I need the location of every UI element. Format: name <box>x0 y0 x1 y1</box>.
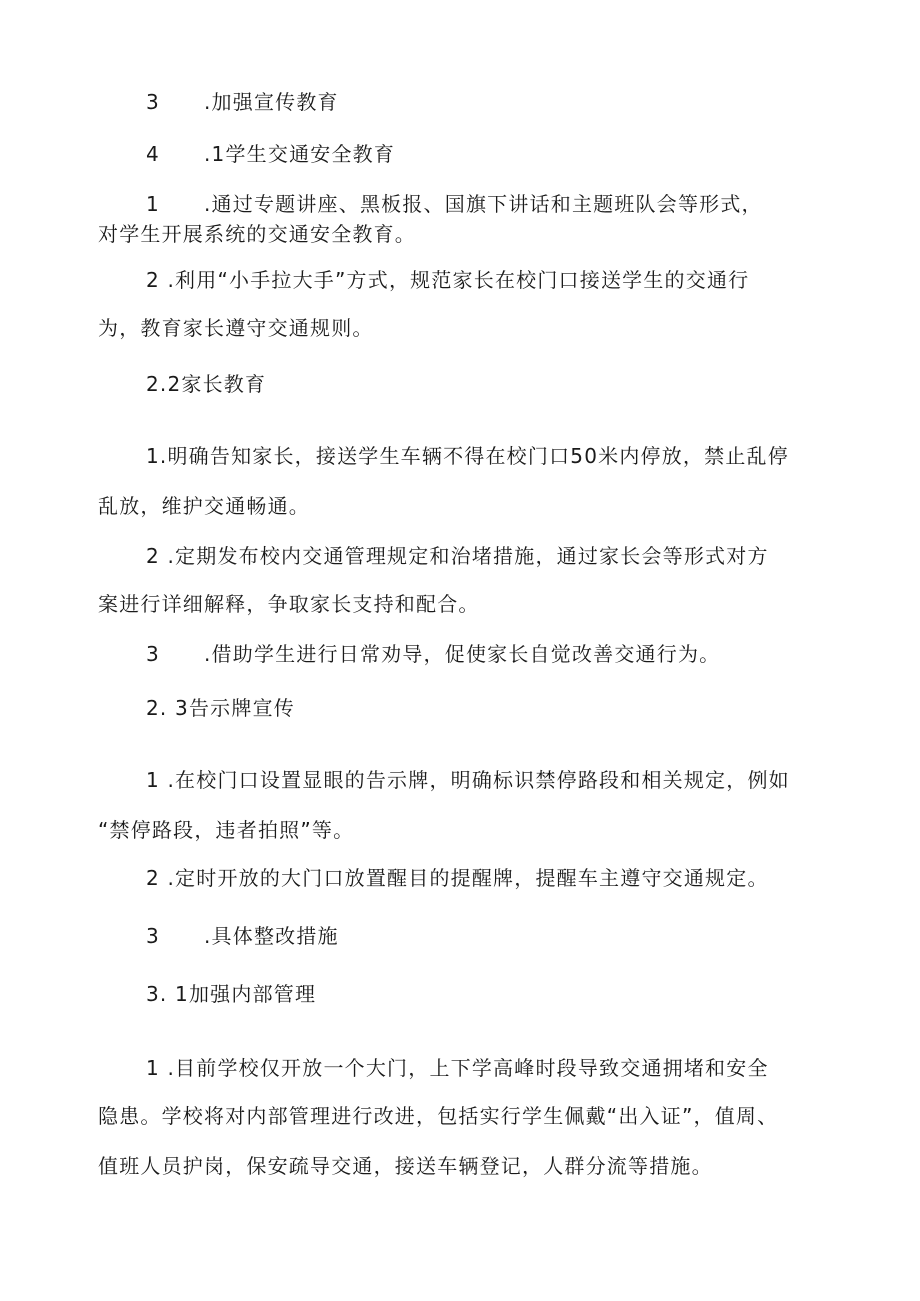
paragraph-line: 案进行详细解释，争取家长支持和配合。 <box>98 592 480 616</box>
paragraph-line <box>146 190 763 218</box>
heading-text: .加强宣传教育 <box>204 90 339 114</box>
paragraph-text: .借助学生进行日常劝导，促使家长自觉改善交通行为。 <box>204 642 721 666</box>
heading-text: .具体整改措施 <box>204 924 339 948</box>
paragraph-text: .通过专题讲座、黑板报、国旗下讲话和主题班队会等形式， <box>204 192 763 216</box>
item-number: 1 <box>146 192 160 216</box>
heading-2-2: 2.2家长教育 <box>146 372 267 396</box>
heading-number: 4 <box>146 142 160 166</box>
paragraph-line: 1 .目前学校仅开放一个大门，上下学高峰时段导致交通拥堵和安全 <box>146 1056 769 1080</box>
paragraph-line: 值班人员护岗，保安疏导交通，接送车辆登记，人群分流等措施。 <box>98 1154 713 1178</box>
paragraph-line: 2 .定期发布校内交通管理规定和治堵措施，通过家长会等形式对方 <box>146 544 769 568</box>
item-number: 3 <box>146 642 160 666</box>
heading-3 <box>146 88 339 116</box>
paragraph-line: 为，教育家长遵守交通规则。 <box>98 316 374 340</box>
heading-4-1 <box>146 140 395 168</box>
paragraph-line: 1.明确告知家长，接送学生车辆不得在校门口50米内停放，禁止乱停 <box>146 444 789 468</box>
paragraph-line: 乱放，维护交通畅通。 <box>98 494 310 518</box>
paragraph-line: 隐患。学校将对内部管理进行改进，包括实行学生佩戴“出入证”，值周、 <box>98 1104 779 1128</box>
heading-number: 3 <box>146 924 160 948</box>
paragraph-line: 2 .定时开放的大门口放置醒目的提醒牌，提醒车主遵守交通规定。 <box>146 866 769 890</box>
paragraph-line: 1 .在校门口设置显眼的告示牌，明确标识禁停路段和相关规定，例如 <box>146 768 790 792</box>
heading-3-1: 3. 1加强内部管理 <box>146 982 317 1006</box>
paragraph-line <box>146 640 720 668</box>
heading-number: 3 <box>146 90 160 114</box>
heading-2-3: 2. 3告示牌宣传 <box>146 696 295 720</box>
paragraph-line: 对学生开展系统的交通安全教育。 <box>98 222 416 246</box>
heading-3-measures <box>146 922 339 950</box>
heading-text: .1学生交通安全教育 <box>204 142 396 166</box>
paragraph-line: 2 .利用“小手拉大手”方式，规范家长在校门口接送学生的交通行 <box>146 268 750 292</box>
paragraph-line: “禁停路段，违者拍照”等。 <box>98 818 355 842</box>
